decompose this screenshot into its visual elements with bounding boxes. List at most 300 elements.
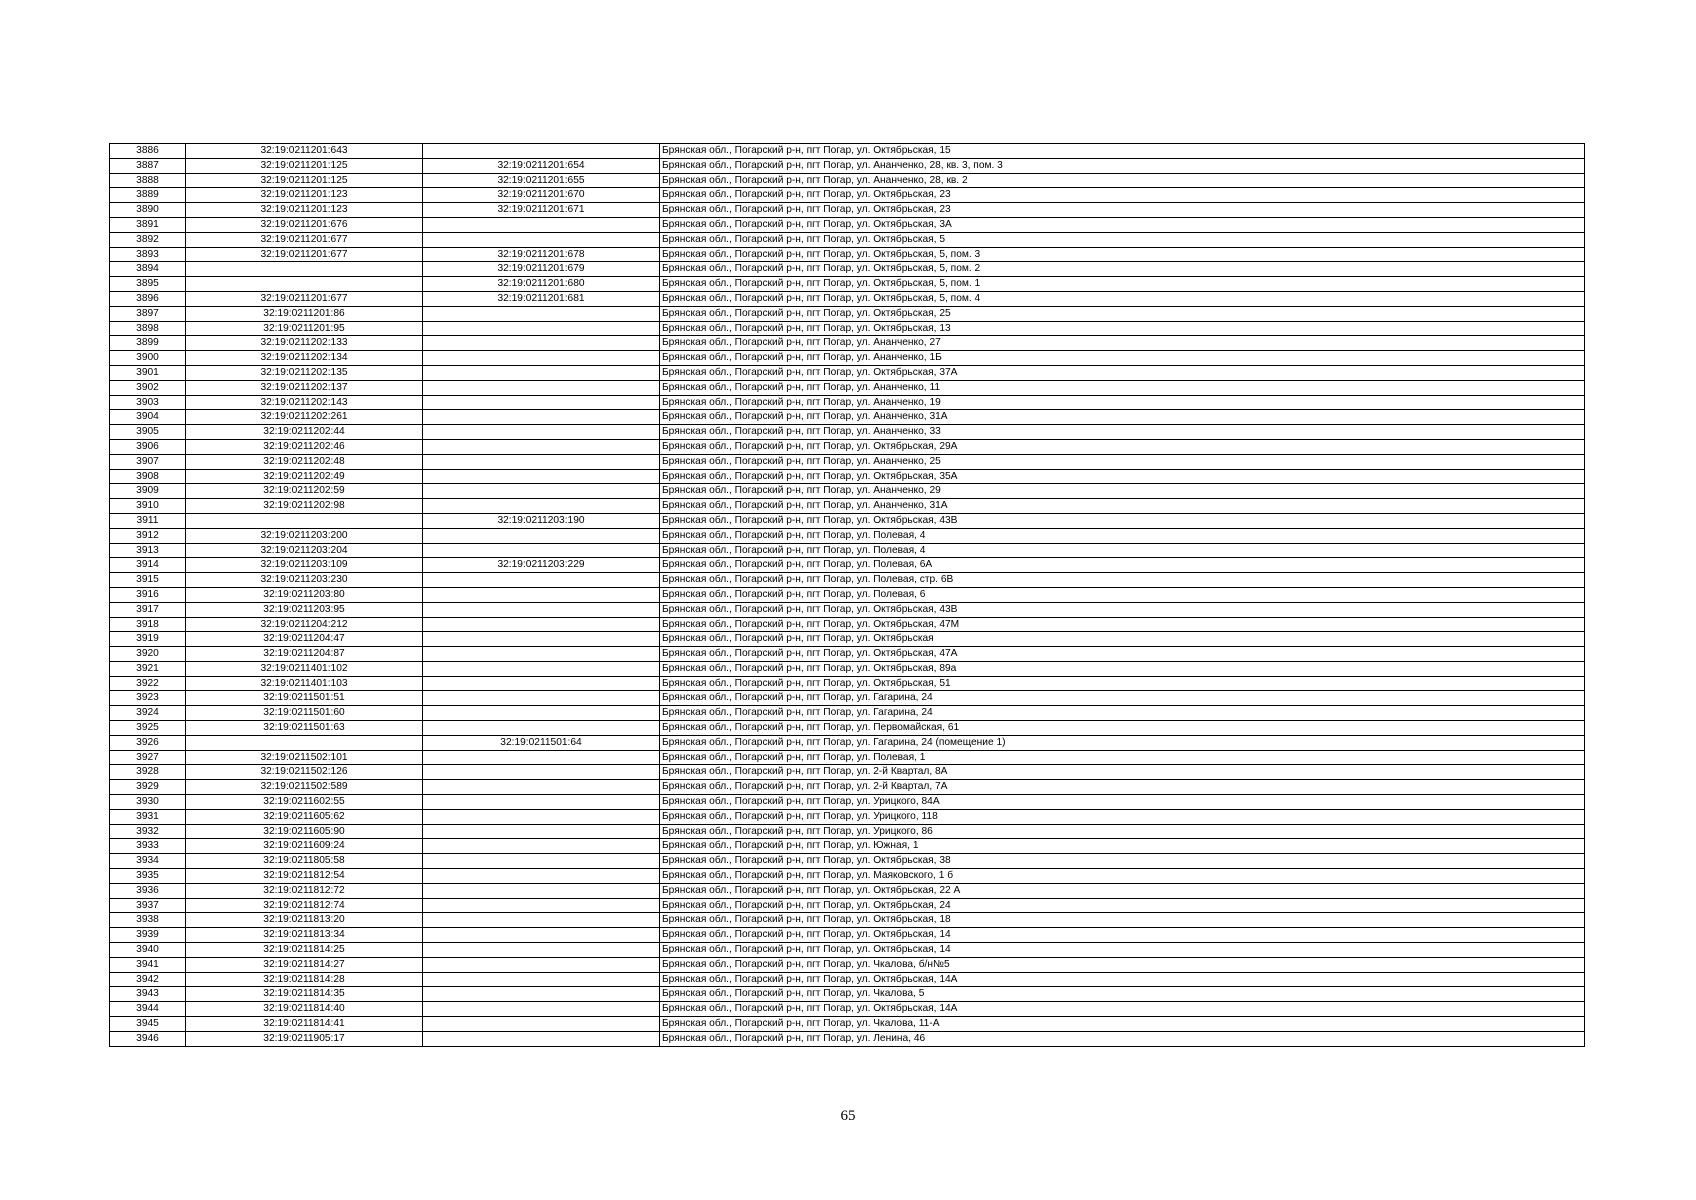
row-number: 3914	[110, 558, 186, 573]
cadastral-number-premises	[423, 306, 660, 321]
cadastral-number-premises	[423, 439, 660, 454]
row-number: 3921	[110, 661, 186, 676]
row-number: 3938	[110, 913, 186, 928]
table-row	[110, 839, 1585, 854]
table-row	[110, 188, 1585, 203]
cadastral-number: 32:19:0211202:133	[186, 336, 423, 351]
address: Брянская обл., Погарский р-н, пгт Погар, ул. Чкалова, 11-А	[660, 1017, 1585, 1032]
address: Брянская обл., Погарский р-н, пгт Погар, ул. Ананченко, 28, кв. 2	[660, 173, 1585, 188]
table-row	[110, 499, 1585, 514]
address: Брянская обл., Погарский р-н, пгт Погар, ул. Октябрьская, 18	[660, 913, 1585, 928]
row-number: 3888	[110, 173, 186, 188]
table-row	[110, 617, 1585, 632]
row-number: 3911	[110, 513, 186, 528]
address: Брянская обл., Погарский р-н, пгт Погар, ул. Октябрьская, 5, пом. 3	[660, 247, 1585, 262]
row-number: 3900	[110, 351, 186, 366]
address: Брянская обл., Погарский р-н, пгт Погар, ул. Октябрьская, 5, пом. 1	[660, 277, 1585, 292]
cadastral-number-premises	[423, 1031, 660, 1046]
address: Брянская обл., Погарский р-н, пгт Погар, ул. Ананченко, 33	[660, 425, 1585, 440]
table-row	[110, 425, 1585, 440]
cadastral-number	[186, 735, 423, 750]
cadastral-number-premises: 32:19:0211201:655	[423, 173, 660, 188]
address: Брянская обл., Погарский р-н, пгт Погар, ул. Чкалова, б/н№5	[660, 957, 1585, 972]
cadastral-number: 32:19:0211814:27	[186, 957, 423, 972]
address: Брянская обл., Погарский р-н, пгт Погар, ул. Октябрьская, 14	[660, 943, 1585, 958]
cadastral-number: 32:19:0211203:200	[186, 528, 423, 543]
address: Брянская обл., Погарский р-н, пгт Погар, ул. Октябрьская, 24	[660, 898, 1585, 913]
cadastral-number: 32:19:0211501:63	[186, 721, 423, 736]
cadastral-number: 32:19:0211814:25	[186, 943, 423, 958]
cadastral-number-premises	[423, 676, 660, 691]
table-row	[110, 824, 1585, 839]
cadastral-number: 32:19:0211203:204	[186, 543, 423, 558]
row-number: 3893	[110, 247, 186, 262]
address: Брянская обл., Погарский р-н, пгт Погар, ул. Октябрьская, 51	[660, 676, 1585, 691]
row-number: 3891	[110, 217, 186, 232]
row-number: 3905	[110, 425, 186, 440]
cadastral-number-premises	[423, 957, 660, 972]
row-number: 3923	[110, 691, 186, 706]
cadastral-number-premises: 32:19:0211201:680	[423, 277, 660, 292]
table-row	[110, 676, 1585, 691]
cadastral-number-premises	[423, 543, 660, 558]
cadastral-number: 32:19:0211401:102	[186, 661, 423, 676]
cadastral-number-premises: 32:19:0211201:681	[423, 291, 660, 306]
row-number: 3894	[110, 262, 186, 277]
table-row	[110, 365, 1585, 380]
cadastral-number-premises	[423, 750, 660, 765]
cadastral-number	[186, 277, 423, 292]
cadastral-number-premises: 32:19:0211501:64	[423, 735, 660, 750]
cadastral-number-premises	[423, 913, 660, 928]
cadastral-number: 32:19:0211203:95	[186, 602, 423, 617]
row-number: 3936	[110, 883, 186, 898]
cadastral-number: 32:19:0211812:54	[186, 869, 423, 884]
address: Брянская обл., Погарский р-н, пгт Погар, ул. Октябрьская, 38	[660, 854, 1585, 869]
table-row	[110, 765, 1585, 780]
table-row	[110, 306, 1585, 321]
row-number: 3926	[110, 735, 186, 750]
cadastral-number-premises	[423, 721, 660, 736]
cadastral-number: 32:19:0211202:48	[186, 454, 423, 469]
address: Брянская обл., Погарский р-н, пгт Погар, ул. Октябрьская, 5	[660, 232, 1585, 247]
cadastral-number: 32:19:0211605:62	[186, 809, 423, 824]
cadastral-number	[186, 262, 423, 277]
row-number: 3892	[110, 232, 186, 247]
table-row	[110, 573, 1585, 588]
cadastral-number-premises	[423, 854, 660, 869]
cadastral-number: 32:19:0211202:135	[186, 365, 423, 380]
cadastral-number: 32:19:0211202:44	[186, 425, 423, 440]
table-row	[110, 721, 1585, 736]
table-row	[110, 336, 1585, 351]
address: Брянская обл., Погарский р-н, пгт Погар, ул. Октябрьская, 89а	[660, 661, 1585, 676]
cadastral-number-premises	[423, 380, 660, 395]
cadastral-number-premises	[423, 765, 660, 780]
cadastral-number: 32:19:0211602:55	[186, 795, 423, 810]
cadastral-number: 32:19:0211812:74	[186, 898, 423, 913]
cadastral-number: 32:19:0211502:589	[186, 780, 423, 795]
address: Брянская обл., Погарский р-н, пгт Погар, ул. Октябрьская, 13	[660, 321, 1585, 336]
table-row	[110, 957, 1585, 972]
table-row	[110, 898, 1585, 913]
cadastral-number: 32:19:0211502:126	[186, 765, 423, 780]
address: Брянская обл., Погарский р-н, пгт Погар, ул. Октябрьская, 35А	[660, 469, 1585, 484]
table-row	[110, 158, 1585, 173]
address: Брянская обл., Погарский р-н, пгт Погар, ул. Полевая, 6	[660, 587, 1585, 602]
address: Брянская обл., Погарский р-н, пгт Погар, ул. Октябрьская, 5, пом. 2	[660, 262, 1585, 277]
table-row	[110, 809, 1585, 824]
row-number: 3901	[110, 365, 186, 380]
cadastral-number: 32:19:0211814:28	[186, 972, 423, 987]
row-number: 3942	[110, 972, 186, 987]
cadastral-number: 32:19:0211202:49	[186, 469, 423, 484]
cadastral-number-premises	[423, 647, 660, 662]
cadastral-number-premises	[423, 943, 660, 958]
cadastral-number: 32:19:0211202:261	[186, 410, 423, 425]
cadastral-number: 32:19:0211201:125	[186, 173, 423, 188]
table-row	[110, 321, 1585, 336]
table-row	[110, 913, 1585, 928]
address: Брянская обл., Погарский р-н, пгт Погар, ул. Ананченко, 29	[660, 484, 1585, 499]
row-number: 3909	[110, 484, 186, 499]
table-row	[110, 144, 1585, 159]
table-row	[110, 410, 1585, 425]
table-row	[110, 735, 1585, 750]
cadastral-number: 32:19:0211201:677	[186, 247, 423, 262]
cadastral-number: 32:19:0211202:98	[186, 499, 423, 514]
address: Брянская обл., Погарский р-н, пгт Погар, ул. Урицкого, 84А	[660, 795, 1585, 810]
cadastral-number-premises	[423, 321, 660, 336]
row-number: 3896	[110, 291, 186, 306]
cadastral-number: 32:19:0211813:20	[186, 913, 423, 928]
table-row	[110, 454, 1585, 469]
registry-table-body	[110, 144, 1585, 1047]
cadastral-number-premises	[423, 780, 660, 795]
cadastral-number-premises	[423, 617, 660, 632]
address: Брянская обл., Погарский р-н, пгт Погар, ул. Гагарина, 24 (помещение 1)	[660, 735, 1585, 750]
cadastral-number-premises	[423, 972, 660, 987]
address: Брянская обл., Погарский р-н, пгт Погар, ул. Гагарина, 24	[660, 691, 1585, 706]
table-row	[110, 943, 1585, 958]
table-row	[110, 351, 1585, 366]
cadastral-number: 32:19:0211201:677	[186, 232, 423, 247]
cadastral-number: 32:19:0211501:51	[186, 691, 423, 706]
cadastral-number-premises	[423, 351, 660, 366]
cadastral-number-premises	[423, 144, 660, 159]
row-number: 3920	[110, 647, 186, 662]
cadastral-number: 32:19:0211201:123	[186, 203, 423, 218]
cadastral-number-premises	[423, 365, 660, 380]
row-number: 3931	[110, 809, 186, 824]
row-number: 3898	[110, 321, 186, 336]
cadastral-number-premises	[423, 602, 660, 617]
table-row	[110, 691, 1585, 706]
table-row	[110, 647, 1585, 662]
cadastral-number-premises	[423, 1002, 660, 1017]
cadastral-number: 32:19:0211204:87	[186, 647, 423, 662]
cadastral-number: 32:19:0211202:143	[186, 395, 423, 410]
address: Брянская обл., Погарский р-н, пгт Погар, ул. Октябрьская, 5, пом. 4	[660, 291, 1585, 306]
cadastral-number-premises	[423, 691, 660, 706]
table-row	[110, 217, 1585, 232]
cadastral-number-premises	[423, 1017, 660, 1032]
table-row	[110, 262, 1585, 277]
table-row	[110, 987, 1585, 1002]
cadastral-number-premises	[423, 987, 660, 1002]
address: Брянская обл., Погарский р-н, пгт Погар, ул. Ленина, 46	[660, 1031, 1585, 1046]
address: Брянская обл., Погарский р-н, пгт Погар, ул. Октябрьская, 47М	[660, 617, 1585, 632]
cadastral-number-premises: 32:19:0211201:654	[423, 158, 660, 173]
table-row	[110, 558, 1585, 573]
cadastral-number-premises	[423, 499, 660, 514]
row-number: 3915	[110, 573, 186, 588]
row-number: 3927	[110, 750, 186, 765]
address: Брянская обл., Погарский р-н, пгт Погар, ул. Октябрьская, 37А	[660, 365, 1585, 380]
table-row	[110, 1002, 1585, 1017]
cadastral-number: 32:19:0211905:17	[186, 1031, 423, 1046]
cadastral-number: 32:19:0211814:35	[186, 987, 423, 1002]
cadastral-number: 32:19:0211401:103	[186, 676, 423, 691]
cadastral-number	[186, 513, 423, 528]
cadastral-number-premises	[423, 410, 660, 425]
address: Брянская обл., Погарский р-н, пгт Погар, ул. 2-й Квартал, 7А	[660, 780, 1585, 795]
row-number: 3917	[110, 602, 186, 617]
address: Брянская обл., Погарский р-н, пгт Погар, ул. Ананченко, 27	[660, 336, 1585, 351]
cadastral-number-premises	[423, 632, 660, 647]
address: Брянская обл., Погарский р-н, пгт Погар, ул. Октябрьская, 23	[660, 188, 1585, 203]
cadastral-number: 32:19:0211202:134	[186, 351, 423, 366]
cadastral-number: 32:19:0211201:677	[186, 291, 423, 306]
cadastral-number: 32:19:0211202:46	[186, 439, 423, 454]
address: Брянская обл., Погарский р-н, пгт Погар, ул. Полевая, 1	[660, 750, 1585, 765]
table-row	[110, 972, 1585, 987]
address: Брянская обл., Погарский р-н, пгт Погар, ул. Гагарина, 24	[660, 706, 1585, 721]
row-number: 3910	[110, 499, 186, 514]
address: Брянская обл., Погарский р-н, пгт Погар, ул. Октябрьская	[660, 632, 1585, 647]
row-number: 3925	[110, 721, 186, 736]
table-row	[110, 661, 1585, 676]
row-number: 3919	[110, 632, 186, 647]
table-row	[110, 543, 1585, 558]
cadastral-number-premises	[423, 469, 660, 484]
cadastral-number: 32:19:0211605:90	[186, 824, 423, 839]
table-row	[110, 706, 1585, 721]
row-number: 3889	[110, 188, 186, 203]
row-number: 3929	[110, 780, 186, 795]
row-number: 3908	[110, 469, 186, 484]
row-number: 3907	[110, 454, 186, 469]
cadastral-number-premises	[423, 528, 660, 543]
address: Брянская обл., Погарский р-н, пгт Погар, ул. Октябрьская, 43В	[660, 602, 1585, 617]
row-number: 3904	[110, 410, 186, 425]
row-number: 3913	[110, 543, 186, 558]
address: Брянская обл., Погарский р-н, пгт Погар, ул. Октябрьская, 22 А	[660, 883, 1585, 898]
row-number: 3930	[110, 795, 186, 810]
row-number: 3899	[110, 336, 186, 351]
cadastral-number-premises	[423, 795, 660, 810]
address: Брянская обл., Погарский р-н, пгт Погар, ул. Полевая, 4	[660, 528, 1585, 543]
row-number: 3940	[110, 943, 186, 958]
cadastral-number-premises	[423, 587, 660, 602]
cadastral-number-premises	[423, 706, 660, 721]
table-row	[110, 1017, 1585, 1032]
row-number: 3890	[110, 203, 186, 218]
cadastral-number-premises: 32:19:0211203:190	[423, 513, 660, 528]
row-number: 3922	[110, 676, 186, 691]
table-row	[110, 247, 1585, 262]
cadastral-number-premises	[423, 661, 660, 676]
registry-table	[109, 143, 1585, 1047]
address: Брянская обл., Погарский р-н, пгт Погар, ул. Октябрьская, 47А	[660, 647, 1585, 662]
address: Брянская обл., Погарский р-н, пгт Погар, ул. Ананченко, 31А	[660, 410, 1585, 425]
cadastral-number-premises: 32:19:0211201:679	[423, 262, 660, 277]
address: Брянская обл., Погарский р-н, пгт Погар, ул. Октябрьская, 3А	[660, 217, 1585, 232]
row-number: 3897	[110, 306, 186, 321]
row-number: 3916	[110, 587, 186, 602]
row-number: 3903	[110, 395, 186, 410]
cadastral-number: 32:19:0211203:109	[186, 558, 423, 573]
cadastral-number: 32:19:0211813:34	[186, 928, 423, 943]
cadastral-number: 32:19:0211203:80	[186, 587, 423, 602]
table-row	[110, 277, 1585, 292]
table-row	[110, 883, 1585, 898]
table-row	[110, 291, 1585, 306]
cadastral-number-premises	[423, 928, 660, 943]
table-row	[110, 750, 1585, 765]
address: Брянская обл., Погарский р-н, пгт Погар, ул. Ананченко, 25	[660, 454, 1585, 469]
cadastral-number: 32:19:0211201:95	[186, 321, 423, 336]
cadastral-number: 32:19:0211812:72	[186, 883, 423, 898]
row-number: 3941	[110, 957, 186, 972]
row-number: 3937	[110, 898, 186, 913]
cadastral-number-premises	[423, 232, 660, 247]
table-row	[110, 780, 1585, 795]
address: Брянская обл., Погарский р-н, пгт Погар, ул. Полевая, 6А	[660, 558, 1585, 573]
cadastral-number: 32:19:0211203:230	[186, 573, 423, 588]
table-row	[110, 439, 1585, 454]
table-row	[110, 173, 1585, 188]
row-number: 3895	[110, 277, 186, 292]
table-row	[110, 203, 1585, 218]
cadastral-number: 32:19:0211502:101	[186, 750, 423, 765]
cadastral-number-premises	[423, 883, 660, 898]
cadastral-number-premises	[423, 809, 660, 824]
table-row	[110, 232, 1585, 247]
address: Брянская обл., Погарский р-н, пгт Погар, ул. Ананченко, 11	[660, 380, 1585, 395]
address: Брянская обл., Погарский р-н, пгт Погар, ул. 2-й Квартал, 8А	[660, 765, 1585, 780]
table-row	[110, 484, 1585, 499]
address: Брянская обл., Погарский р-н, пгт Погар, ул. Октябрьская, 15	[660, 144, 1585, 159]
table-row	[110, 632, 1585, 647]
cadastral-number: 32:19:0211201:123	[186, 188, 423, 203]
cadastral-number-premises	[423, 573, 660, 588]
table-row	[110, 869, 1585, 884]
row-number: 3945	[110, 1017, 186, 1032]
cadastral-number: 32:19:0211204:212	[186, 617, 423, 632]
row-number: 3902	[110, 380, 186, 395]
row-number: 3912	[110, 528, 186, 543]
row-number: 3946	[110, 1031, 186, 1046]
address: Брянская обл., Погарский р-н, пгт Погар, ул. Октябрьская, 23	[660, 203, 1585, 218]
cadastral-number-premises	[423, 336, 660, 351]
table-row	[110, 795, 1585, 810]
row-number: 3934	[110, 854, 186, 869]
cadastral-number-premises	[423, 824, 660, 839]
address: Брянская обл., Погарский р-н, пгт Погар, ул. Первомайская, 61	[660, 721, 1585, 736]
table-row	[110, 469, 1585, 484]
cadastral-number-premises	[423, 869, 660, 884]
cadastral-number: 32:19:0211805:58	[186, 854, 423, 869]
address: Брянская обл., Погарский р-н, пгт Погар, ул. Урицкого, 118	[660, 809, 1585, 824]
address: Брянская обл., Погарский р-н, пгт Погар, ул. Урицкого, 86	[660, 824, 1585, 839]
cadastral-number: 32:19:0211201:676	[186, 217, 423, 232]
address: Брянская обл., Погарский р-н, пгт Погар, ул. Ананченко, 31А	[660, 499, 1585, 514]
address: Брянская обл., Погарский р-н, пгт Погар, ул. Октябрьская, 43В	[660, 513, 1585, 528]
address: Брянская обл., Погарский р-н, пгт Погар, ул. Маяковского, 1 б	[660, 869, 1585, 884]
table-row	[110, 928, 1585, 943]
cadastral-number-premises	[423, 425, 660, 440]
cadastral-number: 32:19:0211201:86	[186, 306, 423, 321]
row-number: 3928	[110, 765, 186, 780]
table-row	[110, 513, 1585, 528]
cadastral-number-premises	[423, 454, 660, 469]
page-number: 65	[840, 1108, 856, 1124]
address: Брянская обл., Погарский р-н, пгт Погар, ул. Октябрьская, 14А	[660, 972, 1585, 987]
address: Брянская обл., Погарский р-н, пгт Погар, ул. Ананченко, 19	[660, 395, 1585, 410]
cadastral-number-premises	[423, 395, 660, 410]
table-row	[110, 602, 1585, 617]
address: Брянская обл., Погарский р-н, пгт Погар, ул. Октябрьская, 29А	[660, 439, 1585, 454]
address: Брянская обл., Погарский р-н, пгт Погар, ул. Полевая, стр. 6В	[660, 573, 1585, 588]
address: Брянская обл., Погарский р-н, пгт Погар, ул. Ананченко, 28, кв. 3, пом. 3	[660, 158, 1585, 173]
cadastral-number-premises	[423, 839, 660, 854]
table-row	[110, 395, 1585, 410]
row-number: 3944	[110, 1002, 186, 1017]
table-row	[110, 380, 1585, 395]
address: Брянская обл., Погарский р-н, пгт Погар, ул. Октябрьская, 14	[660, 928, 1585, 943]
row-number: 3932	[110, 824, 186, 839]
cadastral-number-premises	[423, 484, 660, 499]
row-number: 3933	[110, 839, 186, 854]
row-number: 3887	[110, 158, 186, 173]
row-number: 3886	[110, 144, 186, 159]
cadastral-number: 32:19:0211202:59	[186, 484, 423, 499]
cadastral-number: 32:19:0211814:40	[186, 1002, 423, 1017]
address: Брянская обл., Погарский р-н, пгт Погар, ул. Полевая, 4	[660, 543, 1585, 558]
table-row	[110, 854, 1585, 869]
cadastral-number: 32:19:0211609:24	[186, 839, 423, 854]
cadastral-number: 32:19:0211204:47	[186, 632, 423, 647]
cadastral-number: 32:19:0211202:137	[186, 380, 423, 395]
address: Брянская обл., Погарский р-н, пгт Погар, ул. Южная, 1	[660, 839, 1585, 854]
cadastral-number: 32:19:0211814:41	[186, 1017, 423, 1032]
cadastral-number-premises: 32:19:0211201:670	[423, 188, 660, 203]
row-number: 3924	[110, 706, 186, 721]
cadastral-number-premises: 32:19:0211201:678	[423, 247, 660, 262]
cadastral-number-premises	[423, 217, 660, 232]
cadastral-number-premises: 32:19:0211201:671	[423, 203, 660, 218]
row-number: 3943	[110, 987, 186, 1002]
cadastral-number: 32:19:0211501:60	[186, 706, 423, 721]
cadastral-number-premises	[423, 898, 660, 913]
row-number: 3918	[110, 617, 186, 632]
row-number: 3939	[110, 928, 186, 943]
table-row	[110, 528, 1585, 543]
address: Брянская обл., Погарский р-н, пгт Погар, ул. Ананченко, 1Б	[660, 351, 1585, 366]
address: Брянская обл., Погарский р-н, пгт Погар, ул. Октябрьская, 14А	[660, 1002, 1585, 1017]
address: Брянская обл., Погарский р-н, пгт Погар, ул. Чкалова, 5	[660, 987, 1585, 1002]
